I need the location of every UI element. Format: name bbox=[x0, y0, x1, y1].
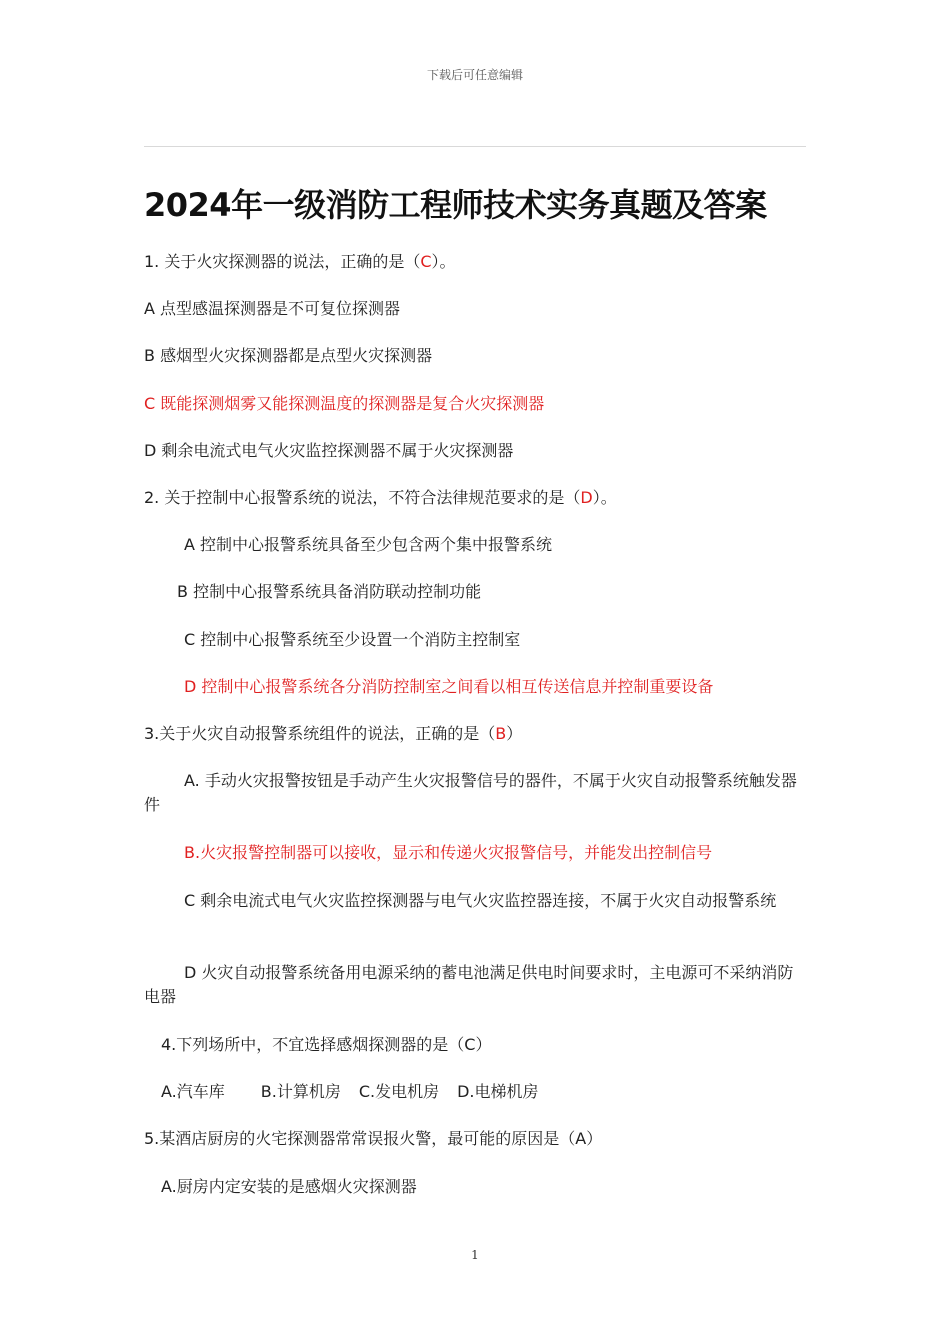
question-1-stem bbox=[144, 250, 806, 274]
question-1-tail: ）。 bbox=[431, 252, 456, 271]
question-5-option-a: A.厨房内定安装的是感烟火灾探测器 bbox=[161, 1177, 417, 1196]
question-4-option-b: B.计算机房 bbox=[260, 1082, 341, 1101]
question-2-text: 2. 关于控制中心报警系统的说法，不符合法律规范要求的是（ bbox=[144, 488, 581, 507]
question-2-option-d: D 控制中心报警系统各分消防控制室之间看以相互传送信息并控制重要设备 bbox=[184, 677, 714, 696]
question-1-option-a: A 点型感温探测器是不可复位探测器 bbox=[144, 299, 401, 318]
question-2-option-b: B 控制中心报警系统具备消防联动控制功能 bbox=[177, 582, 482, 601]
question-4-option-c: C.发电机房 bbox=[358, 1082, 440, 1101]
question-3-stem bbox=[144, 722, 806, 746]
header-divider bbox=[144, 146, 806, 147]
question-3-option-d: D 火灾自动报警系统备用电源采纳的蓄电池满足供电时间要求时，主电源可不采纳消防电器 bbox=[144, 963, 794, 1006]
question-2-tail: ）。 bbox=[592, 488, 617, 507]
question-2-option-a: A 控制中心报警系统具备至少包含两个集中报警系统 bbox=[184, 535, 553, 554]
question-5-stem: 5.某酒店厨房的火宅探测器常常误报火警，最可能的原因是（A） bbox=[144, 1129, 603, 1148]
question-1-option-d: D 剩余电流式电气火灾监控探测器不属于火灾探测器 bbox=[144, 441, 514, 460]
question-2-option-c: C 控制中心报警系统至少设置一个消防主控制室 bbox=[184, 630, 521, 649]
question-3-answer: B bbox=[495, 724, 507, 743]
question-1-option-b: B 感烟型火灾探测器都是点型火灾探测器 bbox=[144, 346, 433, 365]
document-title: 2024年一级消防工程师技术实务真题及答案 bbox=[144, 186, 767, 224]
question-4-option-d: D.电梯机房 bbox=[457, 1082, 539, 1101]
question-3-option-c: C 剩余电流式电气火灾监控探测器与电气火灾监控器连接，不属于火灾自动报警系统 bbox=[184, 891, 777, 910]
question-2-stem bbox=[144, 486, 806, 510]
question-4-options bbox=[144, 1080, 806, 1104]
question-3-tail: ） bbox=[506, 724, 523, 743]
question-4-stem: 4.下列场所中，不宜选择感烟探测器的是（C） bbox=[161, 1035, 492, 1054]
question-3-option-b: B.火灾报警控制器可以接收，显示和传递火灾报警信号，并能发出控制信号 bbox=[184, 843, 713, 862]
page-number: 1 bbox=[471, 1248, 479, 1262]
question-3-text: 3.关于火灾自动报警系统组件的说法，正确的是（ bbox=[144, 724, 496, 743]
question-1-option-c: C 既能探测烟雾又能探测温度的探测器是复合火灾探测器 bbox=[144, 394, 545, 413]
page-header: 下载后可任意编辑 bbox=[426, 68, 523, 82]
question-1-answer: C bbox=[420, 252, 432, 271]
question-3-option-a: A. 手动火灾报警按钮是手动产生火灾报警信号的器件，不属于火灾自动报警系统触发器件 bbox=[144, 771, 797, 814]
question-1-text: 1. 关于火灾探测器的说法，正确的是（ bbox=[144, 252, 421, 271]
question-4-option-a: A.汽车库 bbox=[161, 1082, 225, 1101]
question-2-answer: D bbox=[580, 488, 593, 507]
